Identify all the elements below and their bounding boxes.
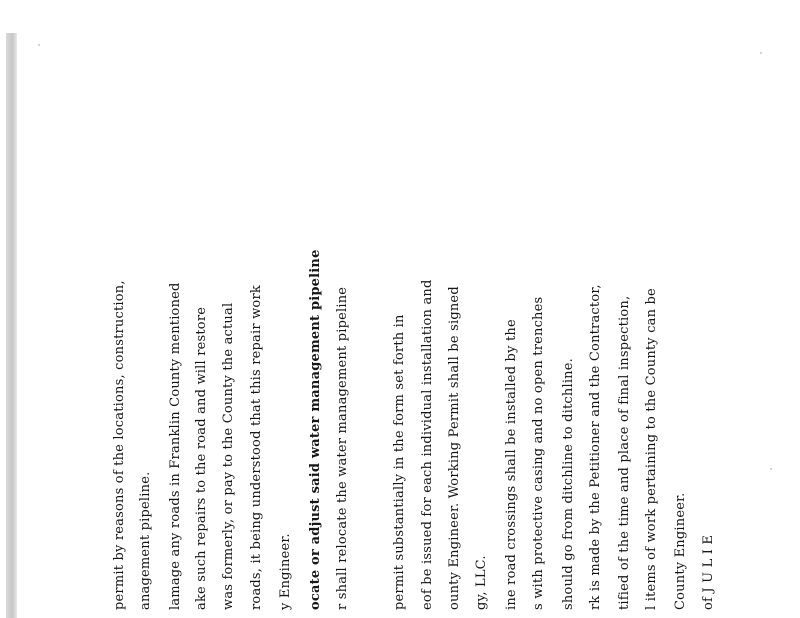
document-line: County Engineer. bbox=[673, 492, 688, 610]
scan-speck bbox=[770, 468, 772, 470]
document-line: ine road crossings shall be installed by the bbox=[504, 319, 519, 610]
page-edge-strip bbox=[6, 33, 17, 618]
document-line: ake such repairs to the road and will restore bbox=[194, 306, 209, 610]
scan-speck bbox=[38, 44, 40, 46]
document-line: permit substantially in the form set forth in bbox=[392, 314, 407, 610]
document-line: eof be issued for each individual installation and bbox=[420, 279, 435, 610]
document-line: rk is made by the Petitioner and the Contractor, bbox=[588, 284, 603, 610]
document-line: l items of work pertaining to the County can be bbox=[644, 288, 659, 610]
document-line: s with protective casing and no open trenches bbox=[531, 296, 546, 610]
document-line: y Engineer. bbox=[278, 533, 293, 610]
document-line: of J U L I E bbox=[701, 534, 716, 610]
document-line: roads, it being understood that this repair work bbox=[249, 285, 264, 610]
document-line: gy, LLC. bbox=[474, 555, 489, 610]
document-line: should go from ditchline to ditchline. bbox=[561, 358, 576, 610]
document-line: anagement pipeline. bbox=[138, 471, 153, 610]
document-line: tified of the time and place of final inspection, bbox=[617, 295, 632, 610]
document-line: lamage any roads in Franklin County mentioned bbox=[168, 282, 183, 610]
scan-speck bbox=[760, 52, 762, 54]
document-line: ocate or adjust said water management pipeline bbox=[308, 249, 323, 610]
document-line: r shall relocate the water management pipeline bbox=[335, 286, 350, 610]
document-line: permit by reasons of the locations, construction, bbox=[112, 280, 127, 610]
document-line: ounty Engineer. Working Permit shall be signed bbox=[447, 286, 462, 610]
document-line: was formerly, or pay to the County the actual bbox=[221, 302, 236, 610]
